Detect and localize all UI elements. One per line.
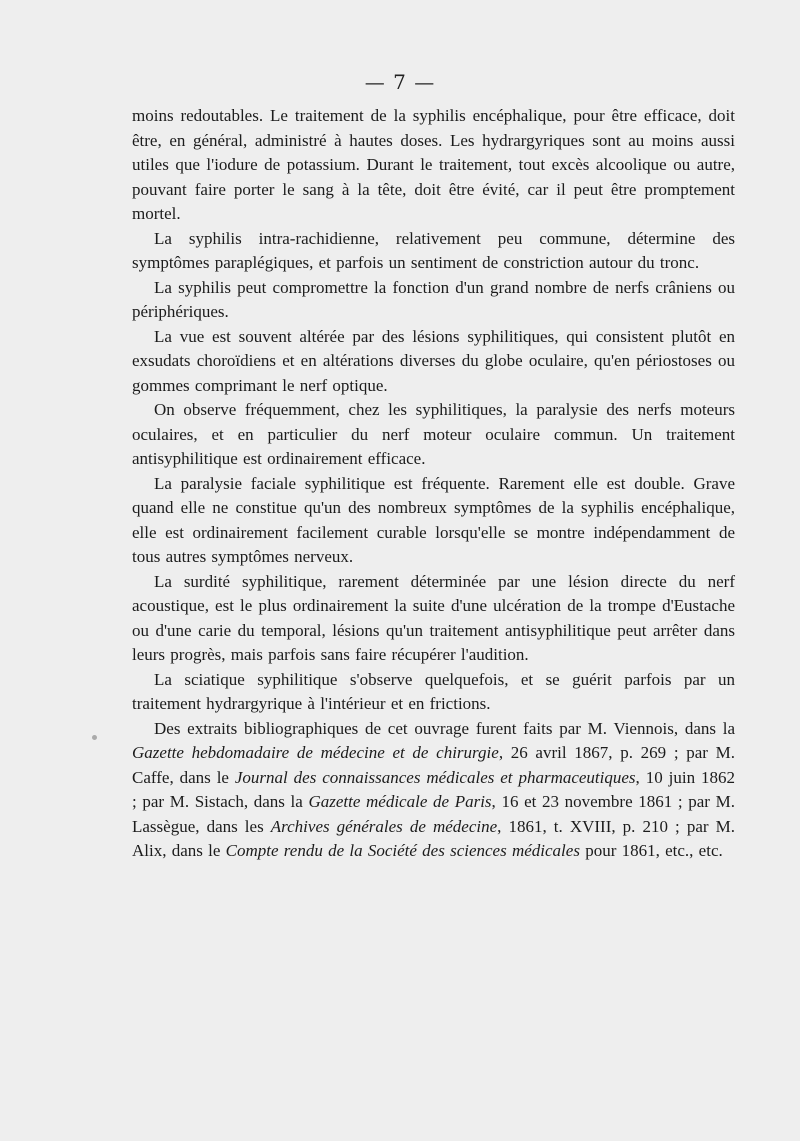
paragraph-intra-rachidian: La syphilis intra-rachidienne, relativement peu commune, détermine des symptômes paraplégiques, et parfois un sentiment de constriction autour du tronc.: [132, 228, 735, 272]
paragraph-vision: La vue est souvent altérée par des lésions syphilitiques, qui consistent plutôt en exsudats choroïdiens et en altérations diverses du globe oculaire, qu'en périostoses ou gommes comprimant le nerf optique.: [132, 326, 735, 395]
journal-title: Gazette médicale de Paris: [308, 792, 492, 811]
journal-title: Archives générales de médecine: [270, 816, 498, 836]
paragraph-facial-paralysis: La paralysie faciale syphilitique est fréquente. Rarement elle est double. Grave quand elle ne constitue qu'un des nombreux symptômes de la syphilis encéphalique, elle est ordinairement facilement curable lorsqu'elle se montre indépendamment de tous autres symptômes nerveux.: [132, 473, 735, 566]
paragraph-sciatica: La sciatique syphilitique s'observe quelquefois, et se guérit parfois par un traitement hydrargyrique à l'intérieur et en frictions.: [132, 669, 735, 713]
bibliography-text: pour 1861, etc., etc.: [579, 841, 723, 860]
paragraph-cranial-nerves: La syphilis peut compromettre la fonction d'un grand nombre de nerfs crâniens ou périphériques.: [132, 277, 735, 321]
bibliography-text: , 16 et 23 novembre 1861 ; par M. Lassègue, dans les: [132, 792, 735, 836]
journal-title: Compte rendu de la Société des sciences médicales: [225, 841, 580, 860]
body-text: [132, 104, 735, 864]
bibliography-text: , 26 avril 1867, p. 269 ; par M. Caffe, dans le: [132, 743, 736, 787]
page-number: — 7 —: [364, 70, 436, 94]
paragraph-bibliography: [132, 717, 735, 864]
bibliography-text: , 10 juin 1862 ; par M. Sistach, dans la: [132, 767, 735, 811]
bibliography-text: Des extraits bibliographiques de cet ouvrage furent faits par M. Viennois, dans la: [154, 718, 735, 738]
journal-title: Journal des connaissances médicales et pharmaceutiques: [234, 767, 636, 787]
paragraph-ocular-paralysis: On observe fréquemment, chez les syphilitiques, la paralysie des nerfs moteurs oculaires, et en particulier du nerf moteur oculaire commun. Un traitement antisyphilitique est ordinairement efficace.: [132, 400, 735, 468]
journal-title: Gazette hebdomadaire de médecine et de chirurgie: [132, 743, 499, 762]
bibliography-text: , 1861, t. XVIII, p. 210 ; par M. Alix, dans le: [132, 816, 735, 860]
paragraph-deafness: La surdité syphilitique, rarement déterminée par une lésion directe du nerf acoustique, est le plus ordinairement la suite d'une ulcération de la trompe d'Eustache ou d'une carie du temporal, lésions qu'un traitement antisyphilitique peut arrêter dans leurs progrès, mais parfois sans faire récupérer l'audition.: [132, 571, 735, 664]
paragraph-encephalic-treatment: moins redoutables. Le traitement de la syphilis encéphalique, pour être efficace, doit être, en général, administré à hautes doses. Les hydrargyriques sont au moins aussi utiles que l'iodure de potassium. Durant le traitement, tout excès alcoolique ou autre, pouvant faire porter le sang à la tête, doit être évité, car il peut être promptement mortel.: [132, 106, 735, 223]
paper-speck: [92, 735, 97, 740]
